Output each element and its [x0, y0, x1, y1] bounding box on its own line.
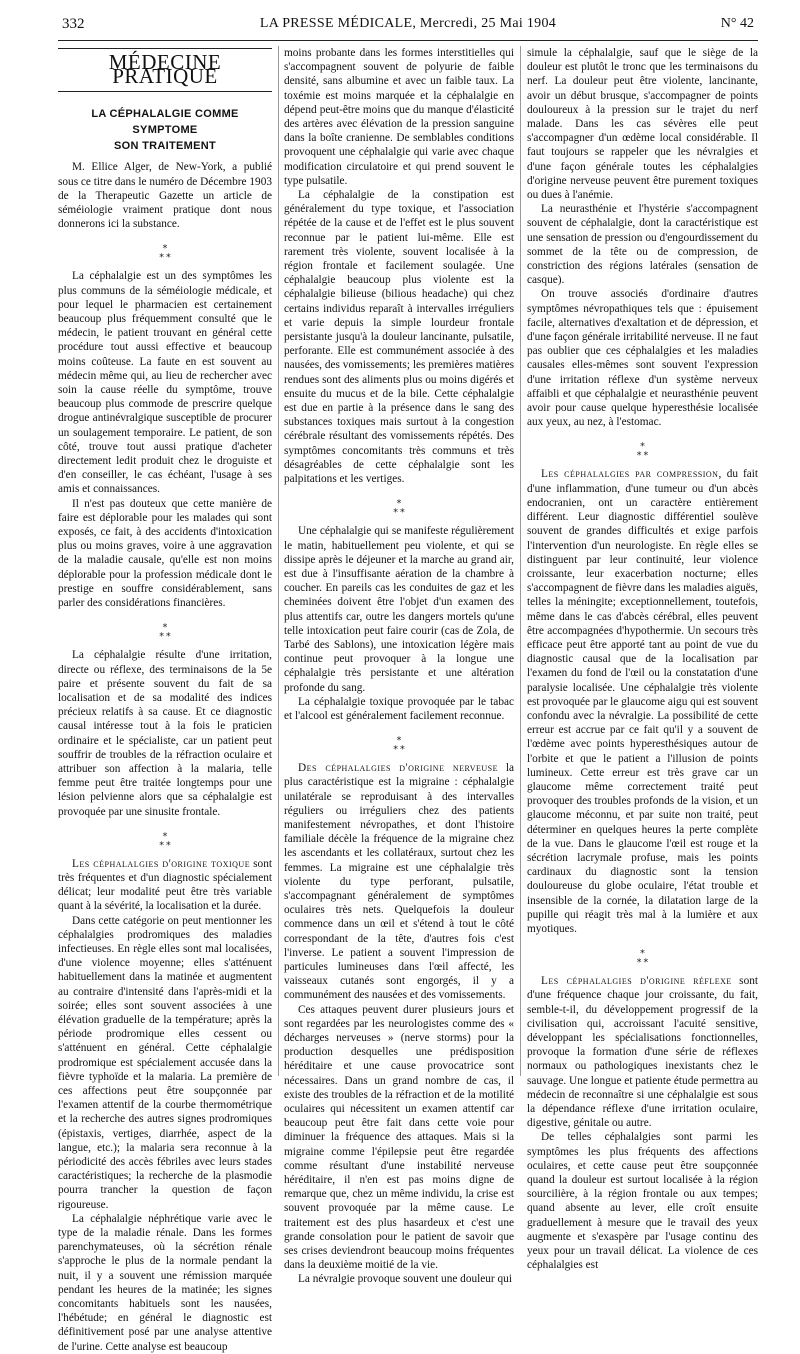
paragraph: La neurasthénie et l'hystérie s'accompagnent souvent de céphalalgie, dont la caractéristique est une sensation de pression ou d'engourdissement du sommet de la tête ou de compression, de constriction des régions latérales (sensation de casque). — [527, 203, 758, 287]
separator-asterism: ⁎ ⁎ ⁎ — [636, 438, 649, 458]
article-title — [58, 106, 272, 154]
paragraph-text: sont d'une fréquence chaque jour croissante, du fait, semble-t-il, du développement progressif de la civilisation qui, accroissant l'acuité sensitive, développant les spécialisations fonctionnelles, provoque la formation d'une série de réflexes normaux ou pathologiques inexistants chez le sauvage. Une longue et patiente étude permettra au médecin de reconnaître si une céphalalgie est sous la dépendance réflexe d'une irritation oculaire, digestive, génitale ou autre. — [527, 975, 759, 1130]
paragraph-text: sont très fréquentes et d'un diagnostic spécialement délicat; leur modalité peut être très variable quant à la sévérité, la localisation et la durée. — [58, 857, 272, 913]
paragraph: Ces attaques peuvent durer plusieurs jours et sont regardées par les neurologistes comme des « décharges nerveuses » (nerve storms) pour la production desquelles une prédisposition héréditaire et une cause provocatrice sont nécessaires. Dans un grand nombre de cas, il existe des troubles de la réfraction et de la motilité oculaires qui nécessitent un examen attentif car beaucoup peut être fait dans cette voie pour diminuer la fréquence des attaques. Mais si la migraine comme l'épilepsie peut être regardée comme résultant d'une instabilité nerveuse héréditaire, il n'en est pas moins digne de remarque que, chez un même individu, la crise est souvent provoquée par la même cause. Le traitement est des plus hasardeux et c'est une grande consolation pour le patient de savoir que ses crises deviendront beaucoup moins fréquentes dans la deuxième moitié de la vie. — [284, 1003, 514, 1272]
separator-asterism: ⁎ ⁎ ⁎ — [393, 732, 405, 752]
paragraph-text: la plus caractéristique est la migraine : céphalalgie unilatérale se reproduisant à des intervalles réguliers ou irréguliers chez des patients manifestement névropathes, et dont l'histoire familiale décèle la fréquence de la migraine chez les ascendants et les collatéraux, surtout chez les femmes. La migraine est une céphalalgie très violente du type perforant, pulsatile, s'accompagnant généralement de symptômes oculaires très nets. Quelquefois la douleur commence dans un œil et s'étend à tout le côté correspondant de la tête, d'autres fois c'est l'inverse. Le patient a souvent l'impression de particules lumineuses dans l'œil affecté, les vaisseaux cutanés sont engorgés, il y a communément des nausées et des vomissements. — [284, 762, 515, 1002]
separator-asterism: ⁎ ⁎ ⁎ — [636, 945, 649, 965]
column-1 — [58, 46, 272, 1353]
column-3 — [527, 46, 759, 1272]
page-header — [58, 14, 758, 41]
paragraph: La névralgie provoque souvent une douleur qui — [298, 1273, 512, 1286]
paragraph: simule la céphalalgie, sauf que le siège de la douleur est plutôt le tronc que les terminaisons du nerf. La douleur peut être violente, lancinante, avoir un début brusque, s'accompagner de points douloureux à la pression sur le trajet du nerf malade. Dans les cas sévères elle peut s'accompagner d'un œdème local considérable. Il faut toujours se rappeler que les névralgies et d'une façon générale toutes les céphalalgies d'origine nerveuse peuvent être purement toxiques ou dues à l'anémie. — [527, 47, 758, 202]
paragraph: On trouve associés d'ordinaire d'autres symptômes névropathiques tels que : épuisement facile, alternatives d'exaltation et de dépression, et d'une façon générale irritabilité nerveuse. Il ne faut pas oublier que ces céphalalgies et les maladies causales elles-mêmes sont souvent l'expression d'une irritation réflexe d'un système nerveux affaibli et que céphalalgie et neurasthénie peuvent avoir pour cause quelque hyperesthésie localisée aux yeux, au nez, à l'estomac. — [527, 288, 758, 429]
paragraph: Il n'est pas douteux que cette manière de faire est déplorable pour les malades qui sont exposés, ce fait, à des accidents d'intoxication plus ou moins graves, voire à une aggravation de la maladie causale, qu'elle est non moins déplorable pour la profession médicale dont le prestige en souffre considérablement, sans parler des considérations financières. — [58, 497, 272, 610]
paragraph-lead: Les céphalalgies d'origine réflexe — [541, 975, 732, 988]
paragraph: La céphalalgie toxique provoquée par le tabac et l'alcool est généralement facilement reconnue. — [284, 695, 514, 722]
column-2 — [284, 46, 515, 1286]
article-title-line: LA CÉPHALALGIE COMME SYMPTOME — [91, 108, 239, 137]
paragraph — [527, 974, 758, 1130]
paragraph — [284, 761, 514, 1002]
paragraph: La céphalalgie de la constipation est généralement du type toxique, et l'association répétée de la cause et de l'effet est le plus souvent reconnue par le patient lui-même. Elle est rarement très violente, souvent localisée à la région frontale et facilement soulagée. Une céphalalgie beaucoup plus violente est la céphalalgie bilieuse (bilious headache) qui chez certains individus reparaît à intervalles irréguliers et varie depuis la simple lourdeur frontale persistante jusqu'à la douleur lancinante, pulsatile, perforante. Elle est communément associée à des nausées, des vomissements; les premières matières rendues sont des aliments plus ou moins digérés et ensuite du mucus et de la bile. Cette céphalalgie est due en partie à la présence dans le sang des substances toxiques mais surtout à la congestion cérébrale résultant des vomissements répétés. Des symptômes concomitants très communs et très désagréables de cette céphalalgie sont les palpitations et les vertiges. — [284, 189, 514, 486]
paragraph-lead: Des céphalalgies d'origine nerveuse — [298, 762, 498, 775]
paragraph — [527, 467, 758, 936]
separator-asterism: ⁎ ⁎ ⁎ — [159, 240, 171, 260]
paragraph: Une céphalalgie qui se manifeste régulièrement le matin, habituellement peu violente, et qui se dissipe après le déjeuner et la marche au grand air, est due à l'insuffisante aération de la chambre à coucher. En pareils cas les conduites de gaz et les cheminées doivent être l'objet d'un examen des plus attentifs car, outre les dangers mortels qu'une telle intoxication peut faire courir (cas de Zola, de Tarbé des Sablons), une intoxication légère mais continue peut provoquer à la longue une céphalalgie très persistante et une altération profonde du sang. — [284, 525, 514, 694]
paragraph: La céphalalgie néphrétique varie avec le type de la maladie rénale. Dans les formes parenchymateuses, où la sécrétion rénale s'approche le plus de la normale pendant la nuit, il y a souvent une rémission marquée pendant les heures de la matinée; les signes concomitants habituels sont les nausées, l'hébétude; en général le diagnostic est définitivement posé par une analyse attentive de l'urine. Cette analyse est beaucoup — [58, 1212, 272, 1353]
article-title-line: SON TRAITEMENT — [114, 140, 216, 153]
separator-asterism: ⁎ ⁎ ⁎ — [159, 827, 171, 847]
paragraph-lead: Les céphalalgies d'origine toxique — [72, 857, 251, 870]
separator-asterism: ⁎ ⁎ ⁎ — [393, 495, 405, 515]
page-number: 332 — [62, 16, 85, 32]
section-title: MÉDECINE PRATIQUE — [58, 48, 272, 92]
paragraph: moins probante dans les formes interstitielles qui s'accompagnent souvent de polyurie de faible densité, sans albumine et avec un faible taux. La toxémie est moins marquée et la céphalalgie en dépend peut-être moins que du manque d'élasticité des artères avec élévation de la pression sanguine dans la boîte cranienne. De semblables conditions provoquent une céphalalgie qui varie avec chaque modification circulatoire et qui prend souvent le type pulsatile. — [284, 47, 514, 187]
separator-asterism: ⁎ ⁎ ⁎ — [159, 619, 171, 639]
column-divider — [278, 46, 279, 1076]
paragraph-lead: Les céphalalgies par compression, — [541, 468, 722, 481]
issue-number: N° 42 — [720, 16, 754, 31]
paragraph: La céphalalgie est un des symptômes les plus communs de la séméiologie médicale, et pour lequel le pharmacien est certainement beaucoup plus fréquemment consulté que le médecin, le patient trouvant en général cette procédure tout aussi effective et beaucoup moins coûteuse. La faute en est souvent au médecin même qui, au lieu de rechercher avec soin la cause réelle du symptôme, trouve beaucoup plus commode de prescrire quelque drogue antinévralgique susceptible de procurer un soulagement temporaire. Le patient, de son côté, trouve tout aussi pratique d'acheter directement ledit produit chez le droguiste et d'en conseiller, le cas échéant, l'usage à ses amis et connaissances. — [58, 270, 272, 496]
column-divider — [520, 46, 521, 1076]
paragraph — [58, 857, 272, 914]
paragraph: M. Ellice Alger, de New-York, a publié sous ce titre dans le numéro de Décembre 1903 de la Therapeutic Gazette un article de séméiologie vraiment pratique dont nous donnerons ici la substance. — [58, 161, 272, 231]
paragraph: Dans cette catégorie on peut mentionner les céphalalgies prodromiques des maladies infectieuses. En règle elles sont mal localisées, d'une violence moyenne; elles s'atténuent habituellement dans la matinée et augmentent au contraire d'intensité dans l'après-midi et la soirée; elles sont souvent associées à une élévation graduelle de la température; après la période prodromique elles cessent ou s'atténuent en général. Cette céphalalgie prodromique est spécialement accusée dans la fièvre typhoïde et la malaria. La première de ces affections peut être soupçonnée par l'examen attentif de la courbe thermométrique et la recherche des autres signes prodromiques (épistaxis, vertiges, diarrhée, aspect de la langue, etc.); la malaria sera reconnue à la périodicité des accès fébriles avec leurs stades caractéristiques; la recherche de la plasmodie pourra trancher la question de façon rigoureuse. — [58, 914, 272, 1211]
journal-title: LA PRESSE MÉDICALE, Mercredi, 25 Mai 1904 — [259, 16, 557, 31]
paragraph-text: du fait d'une inflammation, d'une tumeur ou d'un abcès endocranien, ont un caractère entièrement différent. Leur diagnostic différentiel soulève souvent de grandes difficultés et exige parfois l'intervention d'un neurologiste. En règle elles se distinguent par leur continuité, leur violence croissante, leur exacerbation nocturne; elles s'accompagnent de fièvre dans les maladies aiguës, telles la méningite; exceptionnellement, toutefois, même dans le cas d'abcès cérébral, elles peuvent être accompagnées d'hypothermie. Un secours très efficace peut être apporté tant au point de vue du diagnostic causal que de la localisation par l'examen du fond de l'œil ou la constatation d'une paralysie localisée. Une céphalalgie très violente est provoquée par le glaucome aigu qui est souvent confondu avec la névralgie. La possibilité de cette erreur est accrue par ce fait qu'il y a souvent de l'œdème avec points hyperesthésiques autour de l'orbite et que le patient a l'illusion de points lumineux. Cette erreur est très grave car un glaucome même correctement traité peut provoquer des troubles profonds de la vision, et un glaucome méconnu, et par suite non traité, peut déterminer en quelques heures la perte complète de la vue. Dans le glaucome l'œil est rouge et la sécrétion lacrymale profuse, mais les points cardinaux du diagnostic sont la tension douloureuse du globe oculaire, l'état trouble et insensible de la cornée, la dilatation large de la pupille qui réagit très mal à la lumière et aux myotiques. — [527, 468, 759, 935]
paragraph: La céphalalgie résulte d'une irritation, directe ou réflexe, des terminaisons de la 5e paire et présente souvent du fait de sa localisation et de sa modalité des indices précieux relatifs à sa cause. Et ce diagnostic causal intéresse tout à la fois le praticien ordinaire et le spécialiste, car un patient peut souffrir de troubles de la réfraction oculaire et attribuer son affection à la malaria, telle femme peut être traitée longtemps pour une lésion pelvienne alors que sa céphalalgie est provoquée par une sinusite frontale. — [58, 649, 272, 818]
paragraph: De telles céphalalgies sont parmi les symptômes les plus fréquents des affections oculaires, et cette cause peut être soupçonnée quand la douleur est surtout localisée à la région sourcilière, à la région frontale ou aux tempes; quand absente au lever, elle croît ensuite graduellement à mesure que le travail des yeux augmente et s'exaspère par l'usage continu des yeux pour un travail délicat. La violence de ces céphalalgies est — [527, 1131, 758, 1272]
